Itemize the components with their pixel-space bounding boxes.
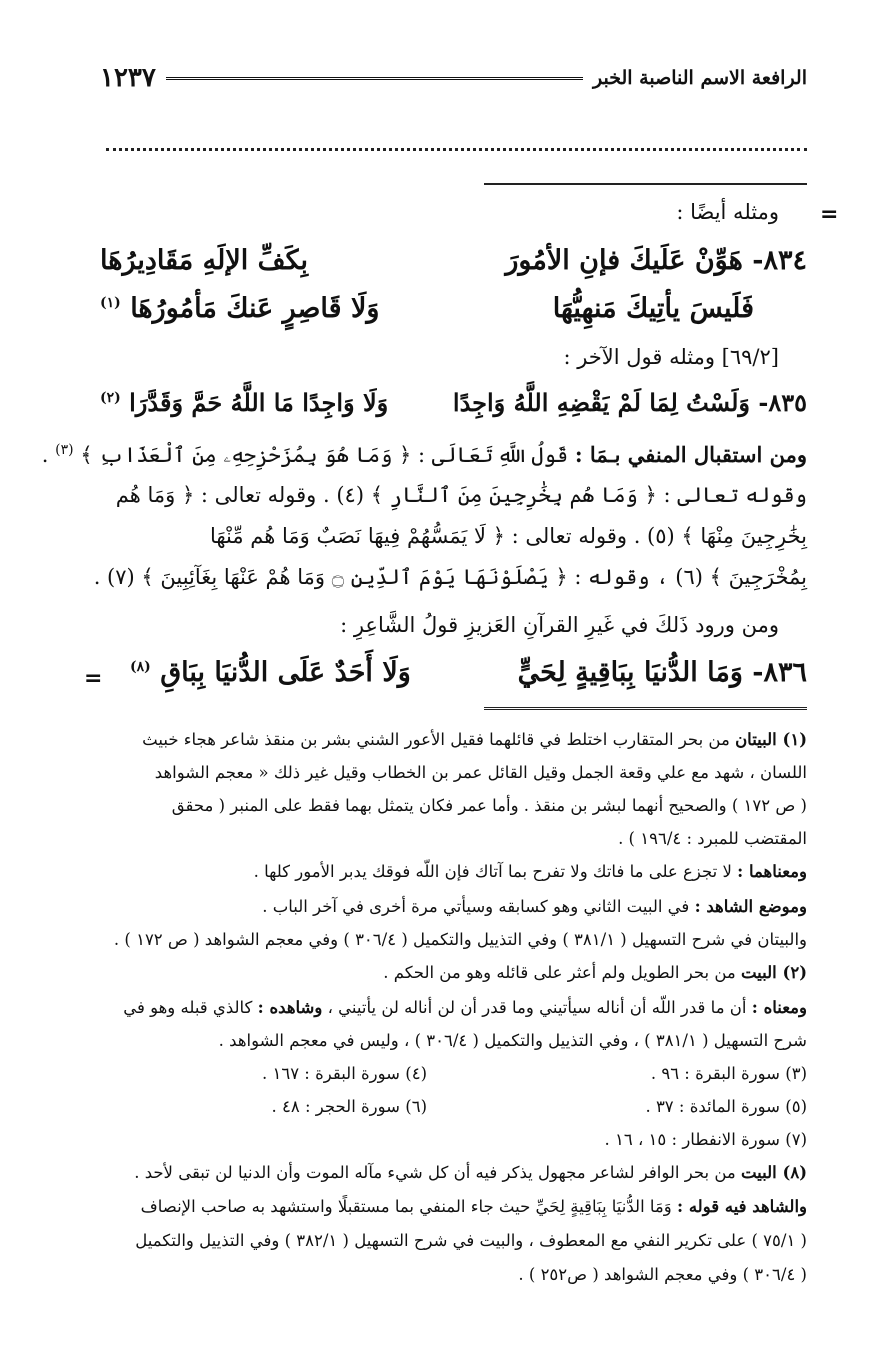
footnote-2-meaning-text: أن ما قدر اللّه أن أناله سيأتيني وما قدر أن لن أناله لن يأتيني ، (322, 998, 752, 1017)
footnote-ref-1: (١) (100, 295, 121, 311)
footnote-8-witness-heading: والشاهد فيه قوله : (676, 1197, 807, 1216)
verse-835 (100, 388, 807, 428)
footnote-1-line-1-text: من بحر المتقارب اختلط في قائلهما فقيل الأعور الشني بشر بن منقذ شاعر هجاء خبيث (142, 730, 736, 749)
prose-line-4: بِمُخْرَجِينَ ﴾ (٦) ، وقوله : ﴿ يَصْلَوْنَهَا يَوْمَ ٱلدِّينِ ۝ وَمَا هُمْ عَنْهَا بِغَآئِبِينَ ﴾ (٧) . (93, 565, 807, 589)
footnote-1-meaning-heading: ومعناهما : (737, 862, 807, 881)
verse-836-hemistich-2 (130, 657, 411, 688)
footnote-1-witness-heading: وموضع الشاهد : (694, 897, 807, 916)
footnote-2-line-1-text: من بحر الطويل ولم أعثر على قائله وهو من الحكم . (383, 963, 741, 982)
footnote-2-line-1 (100, 963, 807, 982)
prose-line-2: وقوله تعالى : ﴿ وَمَا هُم بِخَٰرِجِينَ مِنَ ٱلنَّارِ ﴾ (٤) . وقوله تعالى : ﴿ وَمَا هُم (115, 483, 807, 507)
prose-line-1-heading: ومن استقبال المنفي بـمَا : (574, 442, 807, 467)
footnote-1-line-6 (100, 897, 807, 916)
intro-line-2: [٦٩/٢] ومثله قول الآخر : (563, 345, 779, 369)
footnote-1-line-7: والبيتان في شرح التسهيل ( ٣٨١/١ ) وفي التذييل والتكميل ( ٣٠٦/٤ ) وفي معجم الشواهد ( ص ١٧٢ ) . (113, 930, 807, 949)
footnote-2-heading: (٢) البيت (740, 963, 807, 982)
footnote-5: (٥) سورة المائدة : ٣٧ . (645, 1097, 807, 1116)
footnote-8-heading: (٨) البيت (740, 1163, 807, 1182)
prose-line-1-end: . (41, 443, 56, 467)
verse-834-line-2 (100, 293, 754, 333)
verse-835-hemistich-2 (100, 388, 388, 417)
footnote-ref-8: (٨) (130, 659, 151, 675)
verse-834-hemistich-3: فَلَيسَ يأتِيكَ مَنهِيُّهَا (552, 293, 754, 324)
footnote-1-meaning-text: لا تجزع على ما فاتك ولا تفرح بما آتاك فإن اللّه فوقك يدبر الأمور كلها . (253, 862, 738, 881)
footnote-8-line-1-text: من بحر الوافر لشاعر مجهول يذكر فيه أن كل شيء مآله الموت وأن الدنيا لن تبقى لأحد . (134, 1163, 741, 1182)
verse-836-hemistich-1: ٨٣٦- وَمَا الدُّنيَا بِبَاقِيةٍ لِحَيٍّ (517, 657, 807, 688)
footnote-8-line-3: ( ٧٥/١ ) على تكرير النفي مع المعطوف ، والبيت في شرح التسهيل ( ٣٨٢/١ ) وفي التذييل والتكميل (135, 1231, 807, 1250)
footnote-8-line-4: ( ٣٠٦/٤ ) وفي معجم الشواهد ( ص٢٥٢ ) . (518, 1265, 807, 1284)
footnote-1-heading: (١) البيتان (735, 730, 807, 749)
footnote-4: (٤) سورة البقرة : ١٦٧ . (261, 1064, 427, 1083)
prose-line-1 (41, 442, 807, 468)
footnote-3: (٣) سورة البقرة : ٩٦ . (650, 1064, 807, 1083)
footnote-2-witness-text: كالذي قبله وهو في (123, 998, 258, 1017)
page-number: ١٢٣٧ (100, 63, 156, 93)
footnote-1-line-4: المقتضب للمبرد : ١٩٦/٤ ) . (618, 829, 807, 848)
footnote-6: (٦) سورة الحجر : ٤٨ . (271, 1097, 427, 1116)
verse-834-line-1 (100, 245, 807, 285)
footnote-ref-2: (٢) (100, 390, 121, 406)
footnote-2-line-2 (100, 998, 807, 1017)
footnote-8-line-1 (100, 1163, 807, 1182)
verse-836-hemistich-2-text: وَلَا أَحَدٌ عَلَى الدُّنيَا بِبَاقِ (160, 657, 411, 688)
continuation-mark-bottom: = (84, 666, 103, 691)
footnote-1-line-1 (100, 730, 807, 749)
verse-836 (130, 657, 807, 697)
footnote-2-witness-heading: وشاهده : (257, 998, 323, 1017)
verse-835-hemistich-2-text: وَلَا وَاجِدًا مَا اللَّهُ حَمَّ وَقَدَّرَا (129, 388, 389, 417)
header-rule (166, 77, 583, 80)
verse-834-hemistich-2: بِكَفِّ الإلَهِ مَقَادِيرُهَا (100, 245, 309, 276)
prose-line-3: بِخَٰرِجِينَ مِنْهَا ﴾ (٥) . وقوله تعالى : ﴿ لَا يَمَسُّهُمْ فِيهَا نَصَبٌ وَمَا هُم مِّنْهَا (209, 524, 807, 548)
footnote-2-line-3: شرح التسهيل ( ٣٨١/١ ) ، وفي التذييل والتكميل ( ٣٠٦/٤ ) ، وليس في معجم الشواهد . (218, 1031, 807, 1050)
verse-834-hemistich-4-text: وَلَا قَاصِرٍ عَنكَ مَأمُورُهَا (130, 293, 380, 324)
footnote-rule (484, 707, 807, 710)
prose-line-5: ومن ورود ذَلكَ في غَيرِ القرآنِ العَزيزِ قولُ الشَّاعِرِ : (340, 613, 779, 637)
section-rule (484, 183, 807, 185)
footnote-ref-3: (٣) (55, 442, 74, 458)
footnote-7: (٧) سورة الانفطار : ١٥ ، ١٦ . (604, 1130, 807, 1149)
verse-834-hemistich-4 (100, 293, 379, 324)
footnote-1-line-2: اللسان ، شهد مع علي وقعة الجمل وقيل القائل عمر بن الخطاب وقيل غير ذلك « معجم الشواهد (154, 763, 807, 782)
footnote-1-witness-text: في البيت الثاني وهو كسابقه وسيأتي مرة أخرى في آخر الباب . (262, 897, 695, 916)
page-header (100, 58, 807, 98)
footnote-1-line-3: ( ص ١٧٢ ) والصحيح أنهما لبشر بن منقذ . وأما عمر فكان يتمثل بهما فقط على المنبر ( محقق (171, 796, 807, 815)
footnote-8-line-2 (100, 1197, 807, 1216)
verse-835-hemistich-1: ٨٣٥- وَلَسْتُ لِمَا لَمْ يَقْضِهِ اللَّهُ وَاجِدًا (452, 388, 807, 417)
footnote-1-line-5 (100, 862, 807, 881)
running-title: الرافعة الاسم الناصبة الخبر (593, 67, 807, 89)
continuation-mark-top: = (820, 202, 839, 227)
verse-834-hemistich-1: ٨٣٤- هَوِّنْ عَلَيكَ فإنِ الأمُورَ (505, 245, 807, 276)
footnote-2-meaning-heading: ومعناه : (751, 998, 807, 1017)
footnote-8-line-2-text: وَمَا الدُّنيَا بِبَاقِيةٍ لِحَيِّ حيث جاء المنفي بما مستقبلًا واستشهد به صاحب الإنصاف (140, 1197, 677, 1216)
intro-line-1: ومثله أيضًا : (676, 200, 779, 224)
dotted-rule (106, 148, 807, 151)
prose-line-1-text: قَولُ اللَّهِ تَعَالَى : ﴿ وَمَا هُوَ بِمُزَحْزِحِهِۦ مِنَ ٱلْعَذَابِ ﴾ (80, 443, 575, 467)
